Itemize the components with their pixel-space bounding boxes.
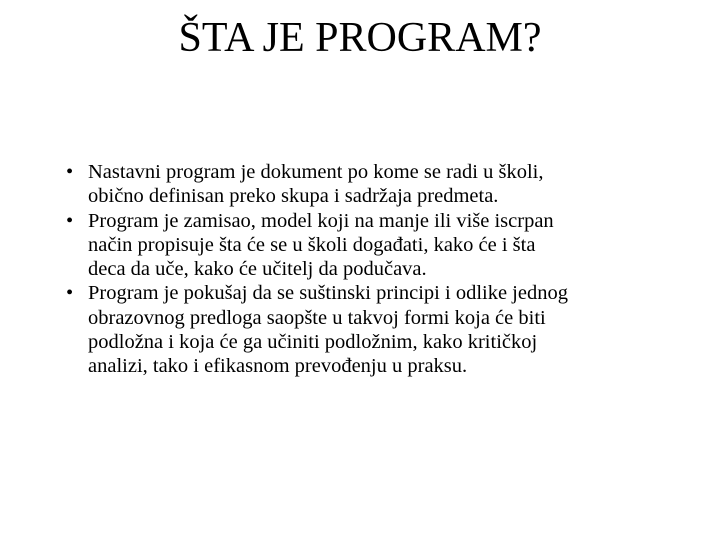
bullet-item bbox=[60, 209, 680, 282]
bullet-list bbox=[60, 160, 680, 379]
bullet-icon: • bbox=[66, 209, 74, 232]
bullet-item bbox=[60, 160, 680, 209]
bullet-icon: • bbox=[66, 282, 74, 305]
bullet-line: obično definisan preko skupa i sadržaja predmeta. bbox=[88, 185, 499, 208]
bullet-line: Program je zamisao, model koji na manje ili više iscrpan bbox=[88, 209, 554, 232]
bullet-line: način propisuje šta će se u školi događati, kako će i šta bbox=[88, 233, 536, 256]
bullet-item bbox=[60, 281, 680, 378]
slide-title: ŠTA JE PROGRAM? bbox=[178, 15, 542, 61]
bullet-line: podložna i koja će ga učiniti podložnim, kako kritičkoj bbox=[88, 331, 538, 354]
bullet-line: Program je pokušaj da se suštinski principi i odlike jednog bbox=[88, 282, 568, 305]
bullet-line: Nastavni program je dokument po kome se radi u školi, bbox=[88, 161, 544, 183]
bullet-icon: • bbox=[66, 161, 74, 183]
bullet-line: obrazovnog predloga saopšte u takvoj formi koja će biti bbox=[88, 306, 546, 329]
bullet-line: deca da uče, kako će učitelj da podučava. bbox=[88, 258, 427, 281]
bullet-line: analizi, tako i efikasnom prevođenju u praksu. bbox=[88, 355, 468, 378]
